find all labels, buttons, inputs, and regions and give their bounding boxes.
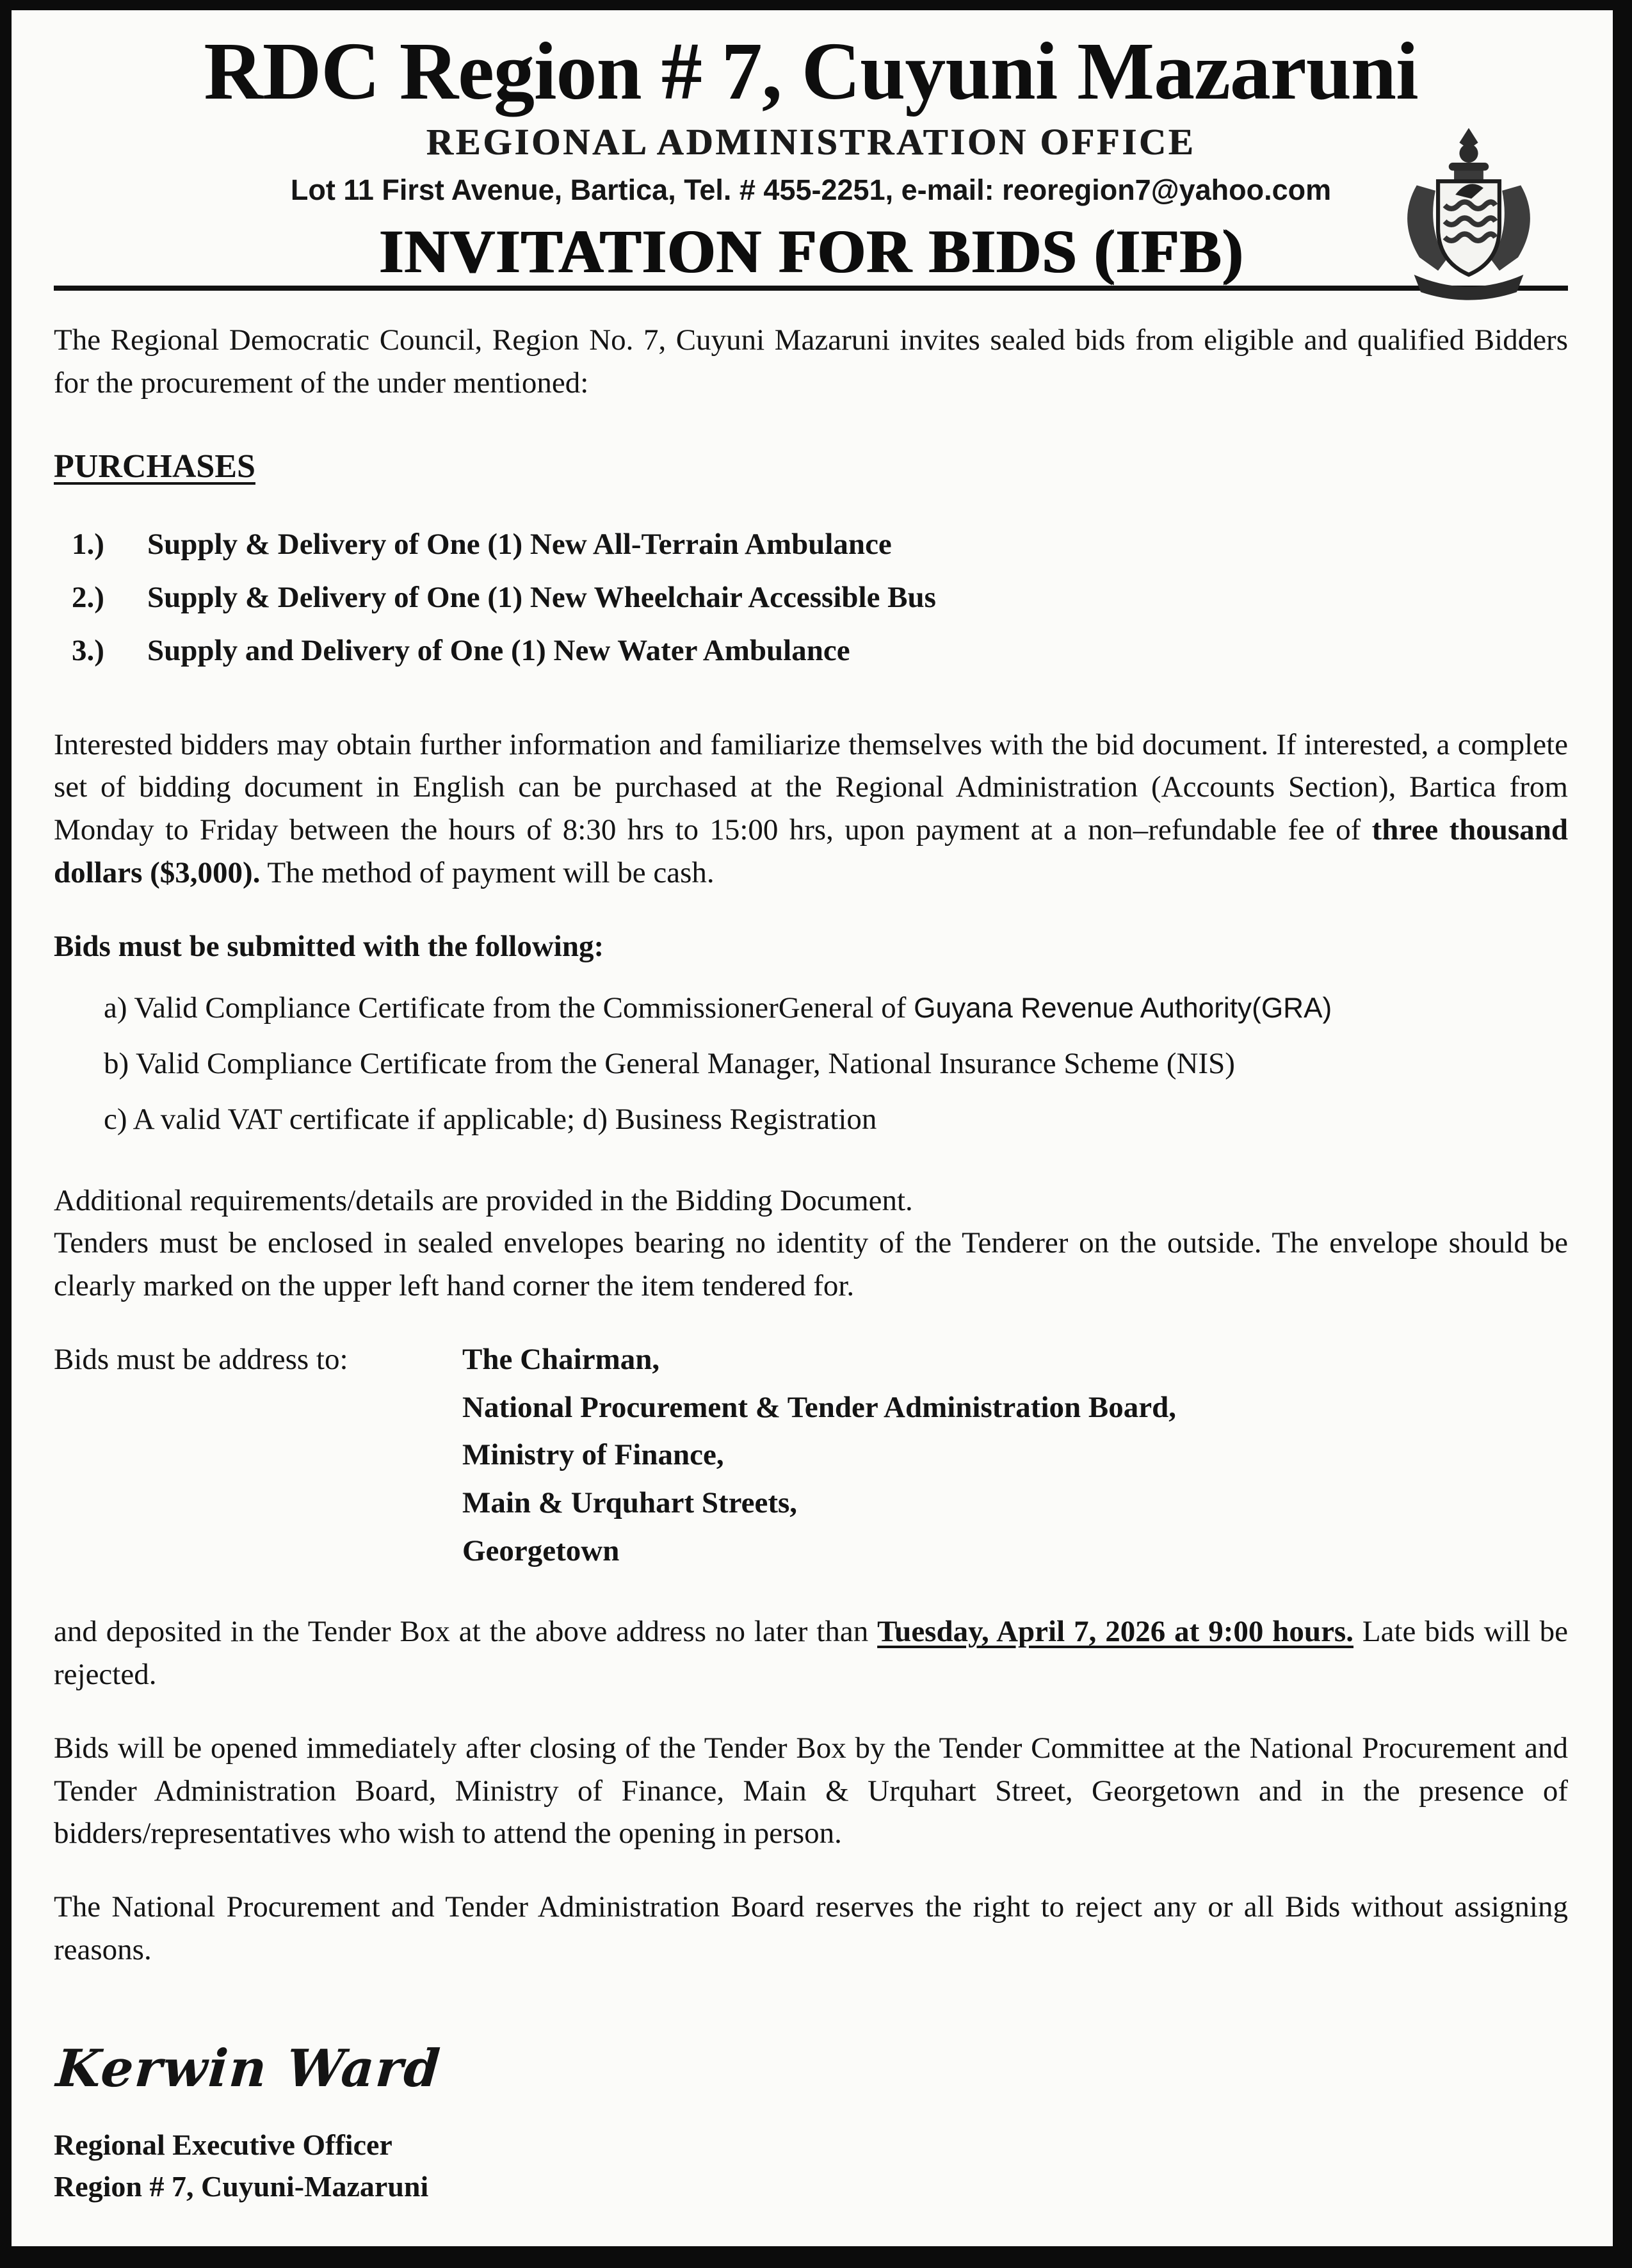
- bid-address-lead: Bids must be address to:: [54, 1342, 348, 1376]
- purchases-section: [54, 443, 1568, 672]
- reject-rights-paragraph: The National Procurement and Tender Administration Board reserves the right to reject any or all Bids without assigning reasons.: [54, 1890, 1568, 1966]
- additional-requirements-line: Additional requirements/details are provided in the Bidding Document.: [54, 1183, 913, 1217]
- intro-paragraph: The Regional Democratic Council, Region No. 7, Cuyuni Mazaruni invites sealed bids from eligible and qualified Bidders for the procurement of the under mentioned:: [54, 323, 1568, 400]
- purchase-item-2: [72, 576, 1568, 619]
- gra-text: Guyana Revenue Authority(GRA): [914, 992, 1332, 1025]
- purchase-item-number: 3.): [72, 633, 104, 667]
- deadline-date-text: Tuesday, April 7, 2026 at 9:00 hours.: [877, 1615, 1353, 1649]
- purchase-item-text: Supply and Delivery of One (1) New Water Ambulance: [147, 633, 850, 667]
- address-line-chairman: The Chairman,: [462, 1342, 660, 1376]
- signature-block: [54, 2124, 1568, 2208]
- purchase-item-3: [72, 629, 1568, 672]
- address-line-ministry: Ministry of Finance,: [462, 1438, 724, 1472]
- purchase-item-number: 2.): [72, 581, 104, 615]
- purchase-item-text: Supply & Delivery of One (1) New All-Terrain Ambulance: [147, 528, 892, 562]
- deadline-paragraph: [54, 1610, 1568, 1696]
- requirements-heading: Bids must be submitted with the following:: [54, 929, 604, 963]
- additional-requirements-paragraph: [54, 1179, 1568, 1308]
- org-title: RDC Region # 7, Cuyuni Mazaruni: [204, 26, 1418, 117]
- bid-opening-paragraph: Bids will be opened immediately after closing of the Tender Box by the Tender Committee at the National Procurement and Tender Administration Board, Ministry of Finance, Main & Urquhart Street, Georgetown and in the presence of bidders/representatives who wish to attend the opening in person.: [54, 1731, 1568, 1851]
- letterhead: [54, 28, 1568, 291]
- requirement-item-c: c) A valid VAT certificate if applicable; d) Business Registration: [104, 1102, 877, 1136]
- purchase-item-text: Supply & Delivery of One (1) New Wheelchair Accessible Bus: [147, 581, 936, 615]
- doc-title: INVITATION FOR BIDS (IFB): [378, 217, 1243, 286]
- deadline-text: and deposited in the Tender Box at the above address no later than: [54, 1615, 878, 1649]
- fee-amount-text: three thousand dollars ($3,000).: [54, 813, 1568, 889]
- address-line-streets: Main & Urquhart Streets,: [462, 1486, 798, 1519]
- late-bids-text: Late bids will be rejected.: [54, 1615, 1568, 1692]
- requirement-a-text: a) Valid Compliance Certificate from the CommissionerGeneral of: [104, 991, 914, 1025]
- purchase-item-number: 1.): [72, 528, 104, 562]
- payment-method-text: The method of payment will be cash.: [260, 855, 715, 889]
- bid-address-lines: [462, 1338, 1176, 1578]
- doc-title-rule: [54, 217, 1568, 291]
- requirement-item-b: b) Valid Compliance Certificate from the General Manager, National Insurance Scheme (NIS): [104, 1047, 1235, 1081]
- purchase-item-1: [72, 523, 1568, 566]
- requirement-item-a: [104, 987, 1568, 1030]
- requirements-section: [54, 925, 1568, 1141]
- coat-of-arms-logo: [1389, 124, 1549, 313]
- address-line-board: National Procurement & Tender Administration Board,: [462, 1390, 1176, 1424]
- signatory-region: Region # 7, Cuyuni-Mazaruni: [54, 2170, 429, 2203]
- document-body: [54, 319, 1568, 2208]
- office-subtitle: REGIONAL ADMINISTRATION OFFICE: [426, 121, 1196, 163]
- requirements-list: [54, 987, 1568, 1140]
- purchases-list: [54, 523, 1568, 672]
- signature: Kerwin Ward: [54, 2037, 444, 2098]
- bid-address-block: [54, 1338, 1568, 1578]
- sealed-envelopes-line: Tenders must be enclosed in sealed envelopes bearing no identity of the Tenderer on the outside. The envelope should be clearly marked on the upper left hand corner the item tendered for.: [54, 1226, 1568, 1303]
- address-line: Lot 11 First Avenue, Bartica, Tel. # 455-2251, e-mail: reoregion7@yahoo.com: [290, 174, 1332, 207]
- bid-document-paragraph: [54, 724, 1568, 895]
- purchases-heading: PURCHASES: [54, 448, 255, 485]
- signatory-title: Regional Executive Officer: [54, 2128, 392, 2162]
- address-line-city: Georgetown: [462, 1534, 620, 1567]
- bid-document-text: Interested bidders may obtain further information and familiarize themselves with the bid document. If interested, a complete set of bidding document in English can be purchased at the Regional Administration (Accounts Section), Bartica from Monday to Friday between the hours of 8:30 hrs to 15:00 hrs, upon payment at a non–refundable fee of: [54, 727, 1568, 847]
